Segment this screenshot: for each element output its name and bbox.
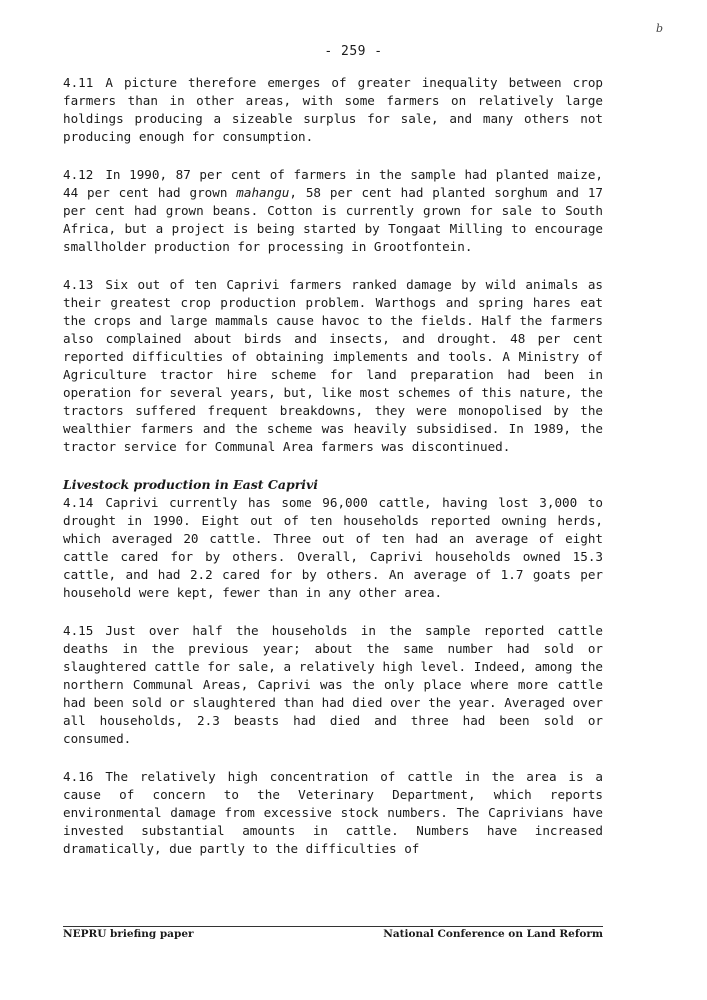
emphasis-term: mahangu [236, 185, 290, 200]
paragraph-4-15 [63, 622, 603, 748]
document-body [63, 74, 603, 878]
page-footer [63, 928, 603, 940]
paragraph-text: The relatively high concentration of cattle in the area is a cause of concern to the Veterinary Department, which reports environmental damage from excessive stock numbers. The Caprivians have invested substantial amounts in cattle. Numbers have increased dramatically, due partly to the difficulties of [63, 769, 603, 856]
page-number: - 259 - [324, 44, 383, 59]
paragraph-text: Six out of ten Caprivi farmers ranked damage by wild animals as their greatest crop production problem. Warthogs and spring hares eat the crops and large mammals cause havoc to the fields. Half the farmers also complained about birds and insects, and drought. 48 per cent reported difficulties of obtaining implements and tools. A Ministry of Agriculture tractor hire scheme for land preparation had been in operation for several years, but, like most schemes of this nature, the tractors suffered frequent breakdowns, they were monopolised by the wealthier farmers and the scheme was heavily subsidised. In 1989, the tractor service for Communal Area farmers was discontinued. [63, 277, 603, 454]
paragraph-number: 4.13 [63, 277, 94, 292]
paragraph-4-12 [63, 166, 603, 256]
paragraph-text: , 58 per cent had planted sorghum and 17 per cent had grown beans. Cotton is currently grown for sale to South Africa, but a project is being started by Tongaat Milling to encourage smallholder production for processing in Grootfontein. [63, 185, 603, 254]
paragraph-number: 4.12 [63, 167, 94, 182]
corner-mark: b [656, 22, 664, 35]
paragraph-number: 4.16 [63, 769, 94, 784]
paragraph-text: Caprivi currently has some 96,000 cattle, having lost 3,000 to drought in 1990. Eight out of ten households reported owning herds, which averaged 20 cattle. Three out of ten had an average of eight cattle cared for by others. Overall, Caprivi households owned 15.3 cattle, and had 2.2 cared for by others. An average of 1.7 goats per household were kept, fewer than in any other area. [63, 495, 603, 600]
paragraph-text: A picture therefore emerges of greater inequality between crop farmers than in other areas, with some farmers on relatively large holdings producing a sizeable surplus for sale, and many others not producing enough for consumption. [63, 75, 603, 144]
paragraph-text: Just over half the households in the sample reported cattle deaths in the previous year; about the same number had sold or slaughtered cattle for sale, a relatively high level. Indeed, among the northern Communal Areas, Caprivi was the only place where more cattle had been sold or slaughtered than had died over the year. Averaged over all households, 2.3 beasts had died and three had been sold or consumed. [63, 623, 603, 746]
paragraph-number: 4.14 [63, 495, 94, 510]
footer-right-text: National Conference on Land Reform [383, 928, 603, 940]
paragraph-4-11 [63, 74, 603, 146]
paragraph-4-13 [63, 276, 603, 456]
paragraph-4-14 [63, 494, 603, 602]
paragraph-number: 4.15 [63, 623, 94, 638]
paragraph-4-16 [63, 768, 603, 858]
footer-left-text: NEPRU briefing paper [63, 928, 194, 940]
paragraph-number: 4.11 [63, 75, 94, 90]
footer-divider [63, 926, 603, 927]
paragraph-text: In 1990, 87 per cent of farmers in the sample had planted maize, 44 per cent had grown [63, 167, 603, 200]
section-heading: Livestock production in East Caprivi [63, 477, 319, 492]
